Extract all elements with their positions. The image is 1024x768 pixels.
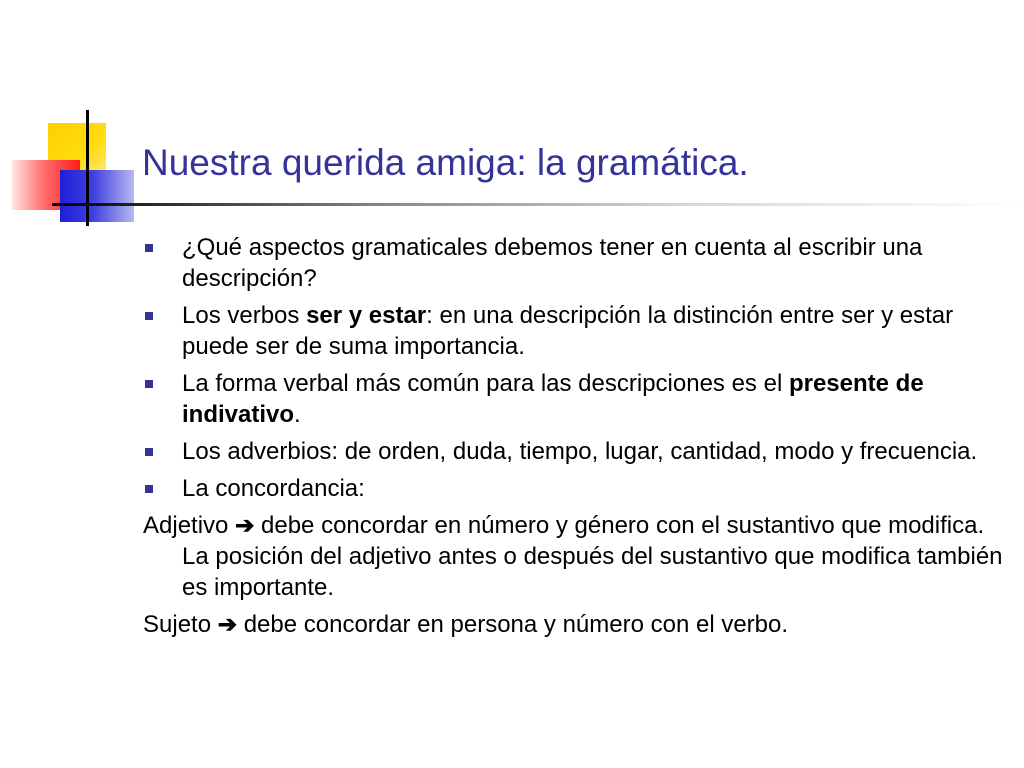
- arrow-right-icon: ➔: [235, 512, 255, 538]
- arrow-right-icon: ➔: [217, 611, 238, 637]
- blue-square-decoration: [60, 170, 134, 222]
- bullet-text: La concordancia:: [182, 475, 365, 502]
- square-bullet-icon: [145, 244, 153, 252]
- bullet-item: [143, 232, 1003, 294]
- square-bullet-icon: [145, 380, 153, 388]
- sujeto-rule: [143, 609, 1003, 640]
- bullet-text-post: .: [294, 401, 301, 428]
- bullet-text-pre: Los verbos: [182, 302, 307, 329]
- bullet-item: [143, 300, 1003, 362]
- bullet-text-post: : en una descripción la distinción entre ser y estar puede ser de suma importancia.: [182, 302, 954, 360]
- rule-text: debe concordar en número y género con el sustantivo que modifica. La posición del adjetivo antes o después del sustantivo que modifica también es importante.: [182, 512, 1003, 601]
- bullet-text-bold: ser y estar: [306, 302, 427, 329]
- square-bullet-icon: [145, 448, 153, 456]
- rule-text: debe concordar en persona y número con el verbo.: [243, 611, 789, 638]
- square-bullet-icon: [145, 312, 153, 320]
- slide-body: [143, 232, 1003, 646]
- bullet-text-bold: presente de indivativo: [182, 370, 924, 428]
- bullet-item: [143, 436, 1003, 467]
- square-bullet-icon: [145, 485, 153, 493]
- rule-label: Adjetivo: [143, 512, 229, 539]
- slide-title: Nuestra querida amiga: la gramática.: [142, 142, 749, 183]
- bullet-item: [143, 473, 1003, 504]
- adjetivo-rule: [143, 510, 1003, 603]
- bullet-text: Los adverbios: de orden, duda, tiempo, lugar, cantidad, modo y frecuencia.: [182, 438, 978, 465]
- bullet-text: ¿Qué aspectos gramaticales debemos tener en cuenta al escribir una descripción?: [182, 234, 923, 292]
- bullet-item: [143, 368, 1003, 430]
- rule-label: Sujeto: [143, 611, 212, 638]
- vertical-rule: [86, 110, 89, 226]
- bullet-text-pre: La forma verbal más común para las descripciones es el: [182, 370, 789, 397]
- title-underline-rule: [52, 203, 1024, 206]
